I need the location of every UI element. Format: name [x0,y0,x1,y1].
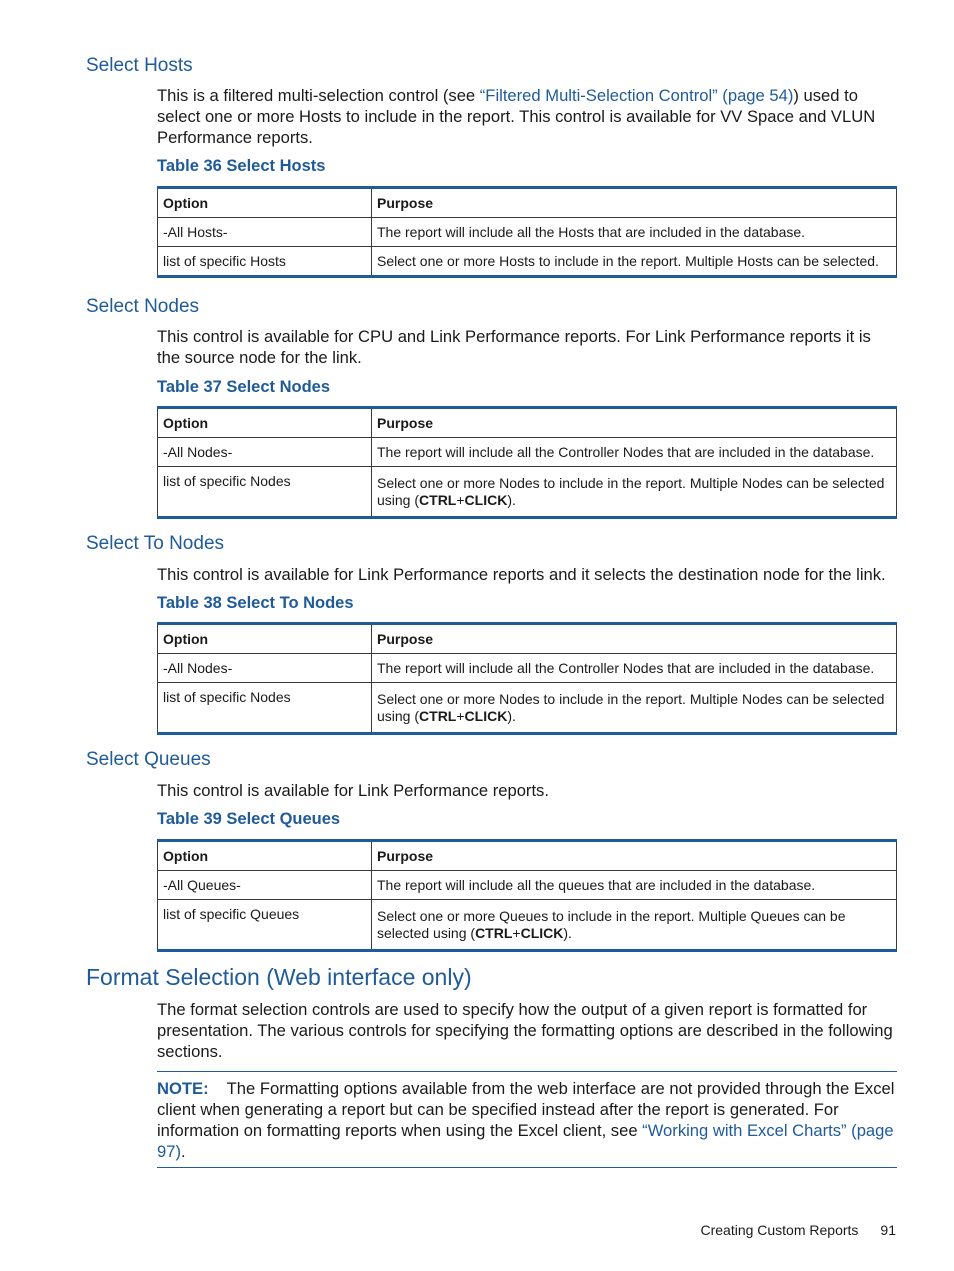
table-header-row [158,841,897,871]
option-cell: -All Nodes- [158,654,372,683]
table-row [158,900,897,951]
purpose-cell [372,467,897,518]
purpose-cell: Select one or more Hosts to include in the report. Multiple Hosts can be selected. [372,247,897,277]
section-heading-select-to-nodes: Select To Nodes [86,533,225,554]
footer-title: Creating Custom Reports [700,1222,859,1238]
note-box [157,1071,897,1168]
purpose-cell [372,683,897,734]
purpose-text: ). [507,491,516,508]
purpose-cell: The report will include all the Hosts that are included in the database. [372,218,897,247]
cross-reference-link[interactable]: “Working with Excel Charts” (page 97) [157,1121,894,1161]
options-table-select-hosts [157,186,897,278]
purpose-text: Select one or more Nodes to include in the report. Multiple Nodes can be selected using ( [377,690,885,724]
options-table-select-nodes [157,406,897,519]
purpose-text: Select one or more Nodes to include in the report. Multiple Nodes can be selected using ( [377,474,885,508]
option-cell: list of specific Queues [158,900,372,951]
section-heading-select-nodes: Select Nodes [86,296,200,317]
note-text: . [180,1142,186,1161]
column-header-option: Option [158,188,372,218]
table-caption: Table 39 Select Queues [157,810,341,828]
key-ctrl: CTRL [475,924,513,941]
key-ctrl: CTRL [419,491,457,508]
column-header-option: Option [158,841,372,871]
option-cell: list of specific Hosts [158,247,372,277]
page-footer [678,1222,896,1238]
table-caption: Table 36 Select Hosts [157,157,326,175]
note-label: NOTE: [157,1079,209,1098]
key-ctrl: CTRL [419,707,457,724]
column-header-purpose: Purpose [372,188,897,218]
key-click: CLICK [464,707,508,724]
table-caption: Table 37 Select Nodes [157,378,331,396]
body-text-segment: ) used to select one or more Hosts to include in the report. This control is available for VV Space and VLUN Performance reports. [157,86,876,147]
column-header-purpose: Purpose [372,624,897,654]
column-header-purpose: Purpose [372,408,897,438]
body-text-segment: This is a filtered multi-selection control (see [157,86,480,105]
key-plus: + [456,491,465,508]
key-click: CLICK [464,491,508,508]
option-cell: list of specific Nodes [158,467,372,518]
section-body-select-nodes: This control is available for CPU and Link Performance reports. For Link Performance reports it is the source node for the link. [157,327,871,367]
options-table-select-queues [157,839,897,952]
section-heading-select-queues: Select Queues [86,749,211,770]
option-cell: -All Hosts- [158,218,372,247]
purpose-text: ). [507,707,516,724]
page-number: 91 [880,1222,896,1238]
table-header-row [158,408,897,438]
section-body-format-selection: The format selection controls are used to specify how the output of a given report is formatted for presentation. The various controls for specifying the formatting options are described in the following sections. [157,1000,893,1061]
section-body-select-queues: This control is available for Link Performance reports. [157,781,549,800]
table-row [158,467,897,518]
purpose-cell: The report will include all the queues that are included in the database. [372,871,897,900]
purpose-text: ). [563,924,572,941]
column-header-purpose: Purpose [372,841,897,871]
section-body-select-to-nodes: This control is available for Link Performance reports and it selects the destination node for the link. [157,565,886,584]
purpose-cell: The report will include all the Controller Nodes that are included in the database. [372,438,897,467]
table-row [158,218,897,247]
table-header-row [158,624,897,654]
section-heading-format-selection: Format Selection (Web interface only) [86,964,472,990]
key-plus: + [456,707,465,724]
table-row [158,654,897,683]
option-cell: -All Queues- [158,871,372,900]
column-header-option: Option [158,408,372,438]
column-header-option: Option [158,624,372,654]
purpose-text: Select one or more Queues to include in the report. Multiple Queues can be selected using ( [377,907,846,941]
section-heading-select-hosts: Select Hosts [86,55,193,76]
table-caption: Table 38 Select To Nodes [157,594,354,612]
section-body-select-hosts [157,85,897,148]
purpose-cell: The report will include all the Controller Nodes that are included in the database. [372,654,897,683]
options-table-select-to-nodes [157,622,897,735]
key-click: CLICK [520,924,564,941]
purpose-cell [372,900,897,951]
option-cell: -All Nodes- [158,438,372,467]
table-row [158,683,897,734]
note-text: The Formatting options available from the web interface are not provided through the Excel client when generating a report but can be specified instead after the report is generated. For information on formatting reports when using the Excel client, see [157,1079,895,1140]
table-row [158,247,897,277]
option-cell: list of specific Nodes [158,683,372,734]
table-row [158,871,897,900]
key-plus: + [512,924,521,941]
cross-reference-link[interactable]: “Filtered Multi-Selection Control” (page 54) [479,86,794,105]
table-header-row [158,188,897,218]
table-row [158,438,897,467]
